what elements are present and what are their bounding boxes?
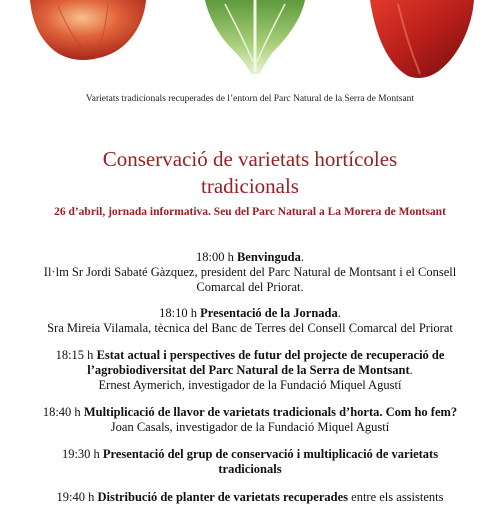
item-time: 18:15 h [55,348,94,362]
item-title-continued: tradicionals [218,462,282,476]
item-title-continued: l’agrobiodiversitat del Parc Natural de la Serra de Montsant [87,363,410,377]
red-pepper-image [368,0,476,80]
program-item-group [20,447,480,477]
item-title-punct: . [300,250,305,264]
item-title: Multiplicació de llavor de varietats tradicionals d’horta. Com ho fem? [83,405,458,419]
title-line-1: Conservació de varietats hortícoles [102,147,398,171]
item-title: Presentació del grup de conservació i multiplicació de varietats [102,447,439,461]
item-time: 18:10 h [159,306,197,320]
item-detail: Joan Casals, investigador de la Fundació Miquel Agustí [110,420,390,434]
page-title [40,146,460,200]
event-subtitle: 26 d’abril, jornada informativa. Seu del Parc Natural a La Morera de Montsant [54,206,446,218]
item-title: Benvinguda [236,250,301,264]
tomato-image [28,0,148,62]
program-item-multiplication [20,405,480,435]
image-caption: Varietats tradicionals recuperades de l’entorn del Parc Natural de la Serra de Montsant [85,94,415,104]
item-title-punct: . [337,306,341,320]
item-time: 18:40 h [42,405,81,419]
program-item-welcome [20,250,480,295]
program-item-status [20,348,480,393]
item-detail: Sra Mireia Vilamala, tècnica del Banc de Terres del Consell Comarcal del Priorat [47,321,453,335]
item-time: 18:00 h [195,250,234,264]
item-detail: Comarcal del Priorat. [196,280,304,294]
lettuce-image [205,0,305,75]
item-title-suffix: entre els assistents [348,490,444,504]
title-line-2: tradicionals [201,174,299,198]
item-detail: Il·lm Sr Jordi Sabaté Gàzquez, president del Parc Natural de Montsant i el Consell [43,265,457,279]
item-title: Distribució de planter de varietats recuperades [97,490,349,504]
item-detail: Ernest Aymerich, investigador de la Fundació Miquel Agustí [98,378,402,392]
item-title: Presentació de la Jornada [200,306,338,320]
item-time: 19:40 h [56,490,95,504]
item-title-punct: . [409,363,413,377]
program-item-distribution [20,490,480,505]
program-item-presentation [20,306,480,336]
item-title: Estat actual i perspectives de futur del projecte de recuperació de [96,348,445,362]
item-time: 19:30 h [61,447,100,461]
